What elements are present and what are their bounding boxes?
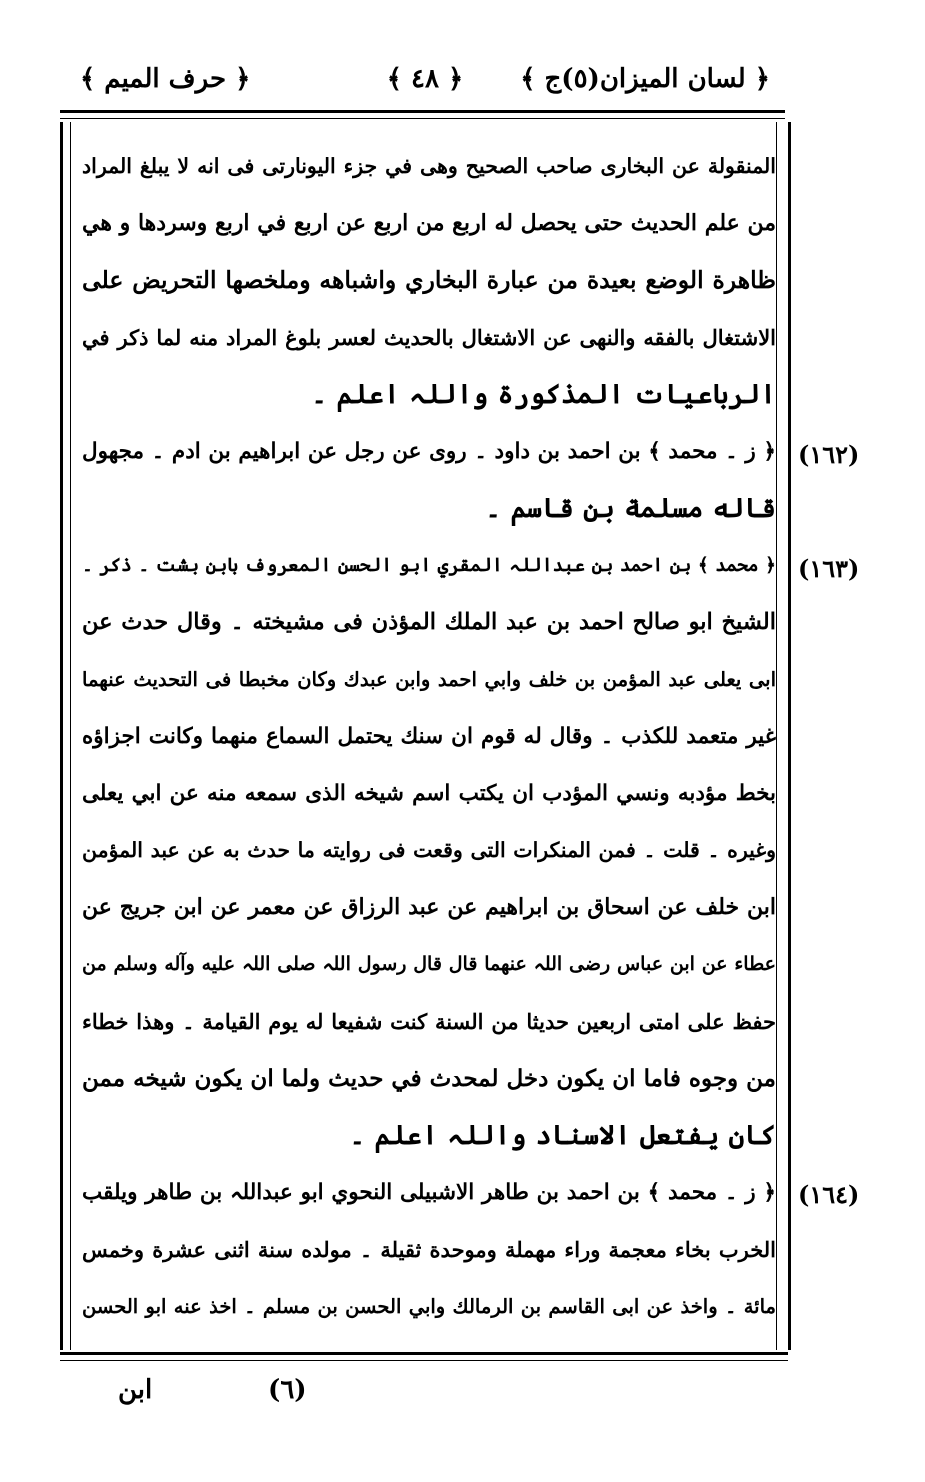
text-line: ظاهرة الوضع بعیدة من عبارة البخاري واشباهه وملخصها التحریض علی bbox=[82, 266, 776, 294]
text-line: کان یفتعل الاسناد واللہ اعلم ۔ bbox=[349, 1120, 776, 1151]
page-number: ﴿ ٤٨ ﴾ bbox=[386, 64, 464, 94]
entry-number-163: (١٦٣) bbox=[798, 554, 860, 583]
text-line: حفظ علی امتی اربعین حدیثا من السنة کنت شفیعا له یوم القیامة ۔ وهذا خطاء bbox=[82, 1009, 776, 1034]
entry-162-line: ﴿ ز ۔ محمد ﴾ بن احمد بن داود ۔ روی عن رجل عن ابراهیم بن ادم ۔ مجهول bbox=[82, 439, 776, 464]
entry-164-line: ﴿ ز ۔ محمد ﴾ بن احمد بن طاهر الاشبیلی النحوي ابو عبداللہ بن طاهر ویلقب bbox=[82, 1180, 776, 1205]
text-line: الرباعیات المذکورة واللہ اعلم ۔ bbox=[311, 379, 776, 410]
entry-163-line: ﴿ محمد ﴾ بن احمد بن عبداللہ المقري ابو الحسن المعروف بابن بشت ۔ ذکر ۔ bbox=[82, 555, 776, 576]
header-rule bbox=[60, 110, 785, 113]
text-line: الاشتغال بالفقه والنهی عن الاشتغال بالحدیث لعسر بلوغ المراد منه لما ذکر في bbox=[82, 325, 776, 350]
footer-rule bbox=[60, 1352, 788, 1355]
text-line: غیر متعمد للکذب ۔ وقال له قوم ان سنك یحتمل السماع منهما وكانت اجزاؤه bbox=[82, 724, 776, 749]
text-line: المنقولة عن البخاری صاحب الصحیح وهی في جزء الیونارتی فی انه لا یبلغ المراد bbox=[82, 154, 776, 178]
text-line: الخرب بخاء معجمة وراء مهملة وموحدة ثقیلة ۔ مولده سنة اثنی عشرة وخمس bbox=[82, 1237, 776, 1262]
text-line: من وجوه فاما ان یکون دخل لمحدث في حدیث ولما ان یکون شیخه ممن bbox=[82, 1065, 776, 1092]
section-title: ﴿ حرف المیم ﴾ bbox=[80, 64, 251, 94]
running-header bbox=[80, 60, 770, 108]
text-line: ابی یعلی عبد المؤمن بن خلف وابي احمد وابن عبدك وكان مخبطا فی التحدیث عنهما bbox=[82, 668, 776, 691]
entry-number-162: (١٦٢) bbox=[798, 440, 860, 469]
text-line: مائة ۔ واخذ عن ابی القاسم بن الرمالك وابي الحسن بن مسلم ۔ اخذ عنه ابو الحسن bbox=[82, 1295, 776, 1318]
catchword: ابن bbox=[118, 1375, 153, 1405]
main-text bbox=[82, 138, 776, 1335]
text-line: ابن خلف عن اسحاق بن ابراهیم عن عبد الرزاق عن معمر عن ابن جریج عن bbox=[82, 894, 776, 920]
text-line: الشیخ ابو صالح احمد بن عبد الملك المؤذن فی مشیخته ۔ وقال حدث عن bbox=[82, 609, 776, 635]
text-line: بخط مؤدبه ونسي المؤدب ان یکتب اسم شیخه الذی سمعه منه عن ابي یعلی bbox=[82, 781, 776, 806]
book-title: ﴿ لسان المیزان(٥)ج ﴾ bbox=[520, 64, 770, 94]
signature-mark: (٦) bbox=[268, 1375, 307, 1405]
text-line: قاله مسلمة بن قاسم ۔ bbox=[485, 493, 776, 524]
text-line: عطاء عن ابن عباس رضی اللہ عنهما قال قال رسول اللہ صلی اللہ علیه وآله وسلم من bbox=[82, 953, 776, 975]
footer-rule-thin bbox=[60, 1360, 788, 1361]
header-rule-thin bbox=[60, 118, 785, 119]
text-line: وغیره ۔ قلت ۔ فمن المنکرات التی وقعت فی روایته ما حدث به عن عبد المؤمن bbox=[82, 838, 776, 862]
entry-number-164: (١٦٤) bbox=[798, 1180, 860, 1209]
text-line: من علم الحدیث حتی یحصل له اربع من اربع عن اربع في اربع وسردها و هي bbox=[82, 210, 776, 236]
